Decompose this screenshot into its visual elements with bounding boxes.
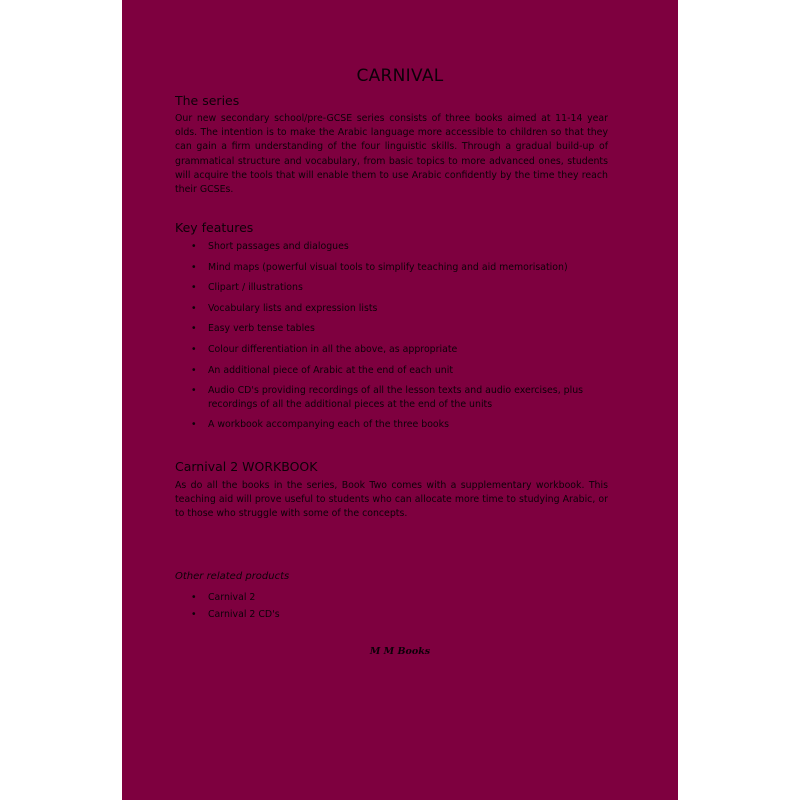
bullet-icon: • [191,592,197,603]
related-product-text: Carnival 2 [208,592,256,603]
list-item [175,302,611,315]
list-item [175,591,280,604]
workbook-heading: Carnival 2 WORKBOOK [175,459,318,474]
bullet-icon: • [191,241,197,252]
bullet-icon: • [191,302,197,314]
feature-text: Mind maps (powerful visual tools to simplify teaching and aid memorisation) [208,261,568,273]
series-heading: The series [175,93,240,108]
feature-text: Colour differentiation in all the above, as appropriate [208,343,458,355]
key-features-list [175,240,611,439]
feature-text: An additional piece of Arabic at the end of each unit [208,364,453,376]
related-products-heading: Other related products [175,571,290,582]
bullet-icon: • [191,364,197,376]
feature-text: Vocabulary lists and expression lists [208,302,378,314]
feature-text: A workbook accompanying each of the three books [208,419,449,431]
key-features-heading: Key features [175,220,254,235]
list-item [175,418,611,431]
list-item [175,608,280,621]
book-title: CARNIVAL [356,66,444,86]
bullet-icon: • [191,323,197,335]
list-item [175,322,611,335]
publisher-logo: M M Books [369,646,431,657]
feature-text: Audio CD's providing recordings of all the lesson texts and audio exercises, plus recordings of all the additional pieces at the end of the units [208,385,584,410]
bullet-icon: • [191,385,197,397]
related-products-list [175,591,280,626]
related-product-text: Carnival 2 CD's [208,609,280,621]
bullet-icon: • [191,419,197,431]
list-item [175,261,611,274]
feature-text: Clipart / illustrations [208,282,303,294]
list-item [175,281,611,294]
bullet-icon: • [191,261,197,273]
list-item [175,240,611,253]
feature-text: Short passages and dialogues [208,241,349,252]
bullet-icon: • [191,282,197,294]
bullet-icon: • [191,343,197,355]
back-cover-page [122,0,678,800]
bullet-icon: • [191,609,197,621]
list-item [175,384,611,411]
workbook-paragraph: As do all the books in the series, Book Two comes with a supplementary workbook. This teaching aid will prove useful to students who can allocate more time to studying Arabic, or to those who struggle with some of the concepts. [175,480,608,520]
feature-text: Easy verb tense tables [208,323,315,335]
list-item [175,364,611,377]
list-item [175,343,611,356]
series-paragraph: Our new secondary school/pre-GCSE series consists of three books aimed at 11-14 year olds. The intention is to make the Arabic language more accessible to children so that they can gain a firm understanding of the four linguistic skills. Through a gradual build-up of grammatical structure and vocabulary, from basic topics to more advanced ones, students will acquire the tools that will enable them to use Arabic confidently by the time they reach their GCSEs. [175,113,608,196]
